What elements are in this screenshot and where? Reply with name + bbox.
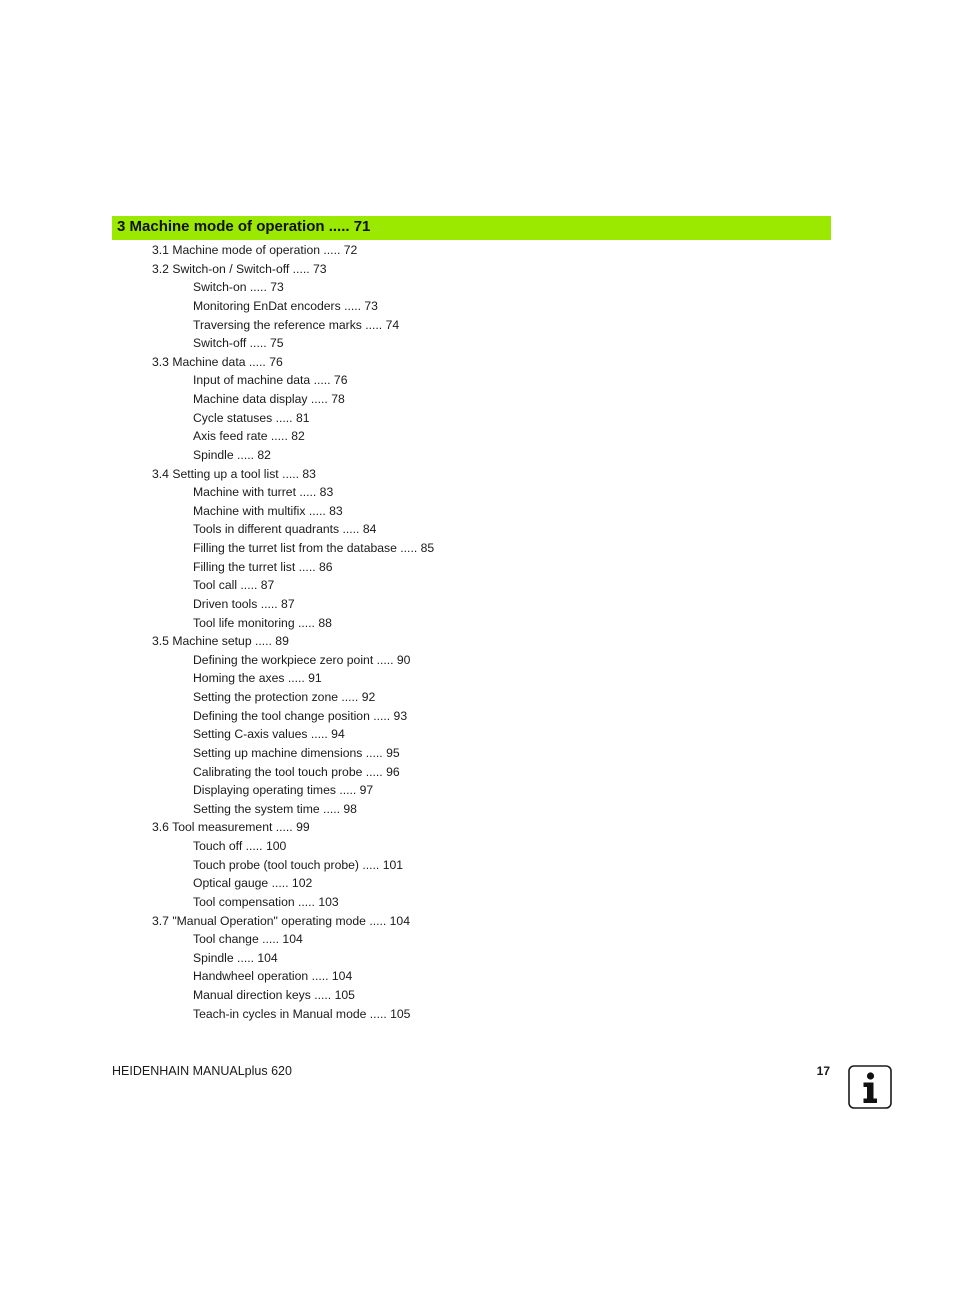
toc-subsection-entry[interactable]: Setting up machine dimensions ..... 95 (193, 745, 400, 760)
toc-subsection-entry[interactable]: Tool life monitoring ..... 88 (193, 615, 332, 630)
toc-subsection-entry[interactable]: Machine with multifix ..... 83 (193, 503, 343, 518)
toc-subsection-entry[interactable]: Tool change ..... 104 (193, 932, 303, 947)
manual-title: HEIDENHAIN MANUALplus 620 (112, 1064, 292, 1078)
toc-subsection-entry[interactable]: Switch-off ..... 75 (193, 336, 284, 351)
toc-subsection-entry[interactable]: Touch probe (tool touch probe) ..... 101 (193, 857, 404, 872)
toc-section-entry[interactable]: 3.3 Machine data ..... 76 (152, 354, 283, 369)
table-of-contents (0, 241, 954, 1023)
toc-subsection-entry[interactable]: Teach-in cycles in Manual mode ..... 105 (193, 1006, 411, 1021)
toc-subsection-entry[interactable]: Calibrating the tool touch probe ..... 96 (193, 764, 400, 779)
info-icon (848, 1065, 892, 1109)
toc-section-entry[interactable]: 3.1 Machine mode of operation ..... 72 (152, 243, 358, 257)
toc-subsection-entry[interactable]: Defining the workpiece zero point ..... 90 (193, 652, 411, 667)
toc-section-entry[interactable]: 3.7 "Manual Operation" operating mode ..... 104 (152, 913, 410, 928)
toc-subsection-entry[interactable]: Machine data display ..... 78 (193, 392, 345, 406)
toc-subsection-entry[interactable]: Tool compensation ..... 103 (193, 894, 339, 909)
toc-subsection-entry[interactable]: Filling the turret list from the database ..... 85 (193, 541, 435, 555)
toc-subsection-entry[interactable]: Displaying operating times ..... 97 (193, 783, 374, 798)
toc-subsection-entry[interactable]: Defining the tool change position ..... 93 (193, 708, 408, 723)
toc-subsection-entry[interactable]: Traversing the reference marks ..... 74 (193, 317, 400, 332)
toc-subsection-entry[interactable]: Tools in different quadrants ..... 84 (193, 522, 377, 537)
toc-subsection-entry[interactable]: Cycle statuses ..... 81 (193, 410, 310, 425)
toc-subsection-entry[interactable]: Spindle ..... 104 (193, 950, 278, 965)
toc-subsection-entry[interactable]: Input of machine data ..... 76 (193, 373, 348, 388)
toc-subsection-entry[interactable]: Setting C-axis values ..... 94 (193, 727, 345, 742)
toc-section-entry[interactable]: 3.5 Machine setup ..... 89 (152, 634, 289, 649)
toc-subsection-entry[interactable]: Manual direction keys ..... 105 (193, 988, 355, 1002)
toc-subsection-entry[interactable]: Setting the system time ..... 98 (193, 801, 357, 816)
toc-section-entry[interactable]: 3.4 Setting up a tool list ..... 83 (152, 466, 316, 481)
toc-subsection-entry[interactable]: Driven tools ..... 87 (193, 596, 295, 611)
toc-subsection-entry[interactable]: Spindle ..... 82 (193, 447, 271, 462)
toc-subsection-entry[interactable]: Filling the turret list ..... 86 (193, 559, 333, 574)
toc-section-entry[interactable]: 3.2 Switch-on / Switch-off ..... 73 (152, 261, 327, 276)
toc-subsection-entry[interactable]: Homing the axes ..... 91 (193, 671, 322, 686)
toc-subsection-entry[interactable]: Monitoring EnDat encoders ..... 73 (193, 298, 378, 313)
chapter-heading: 3 Machine mode of operation ..... 71 (112, 216, 831, 240)
toc-subsection-entry[interactable]: Handwheel operation ..... 104 (193, 969, 353, 984)
toc-subsection-entry[interactable]: Machine with turret ..... 83 (193, 485, 334, 500)
toc-subsection-entry[interactable]: Switch-on ..... 73 (193, 280, 284, 295)
toc-subsection-entry[interactable]: Axis feed rate ..... 82 (193, 429, 305, 444)
toc-subsection-entry[interactable]: Optical gauge ..... 102 (193, 876, 313, 891)
toc-subsection-entry[interactable]: Tool call ..... 87 (193, 578, 275, 593)
toc-subsection-entry[interactable]: Setting the protection zone ..... 92 (193, 690, 376, 704)
toc-subsection-entry[interactable]: Touch off ..... 100 (193, 839, 287, 853)
toc-section-entry[interactable]: 3.6 Tool measurement ..... 99 (152, 820, 310, 835)
page-number: 17 (816, 1064, 830, 1078)
